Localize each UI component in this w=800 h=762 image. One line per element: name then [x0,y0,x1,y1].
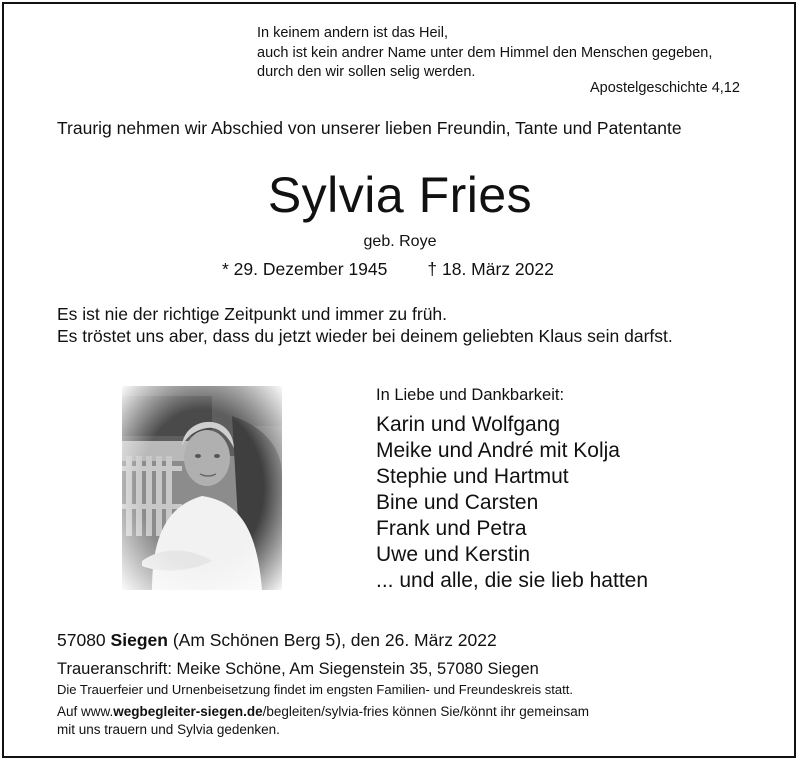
intro-text: Traurig nehmen wir Abschied von unserer lieben Freundin, Tante und Patentante [57,118,682,138]
maiden-name: geb. Roye [363,233,437,250]
verse-source: Apostelgeschichte 4,12 [590,80,740,96]
city: Siegen [110,630,168,650]
death-date: † 18. März 2022 [427,259,554,279]
mourner-entry: Stephie und Hartmut [376,465,569,488]
mourning-address: Traueranschrift: Meike Schöne, Am Siegenstein 35, 57080 Siegen [57,660,539,678]
life-dates [222,259,554,280]
verse-line: In keinem andern ist das Heil, [257,25,449,41]
mourners-heading: In Liebe und Dankbarkeit: [376,386,565,404]
funeral-note: Die Trauerfeier und Urnenbeisetzung findet im engsten Familien- und Freundeskreis statt. [57,682,573,697]
mourner-entry: Karin und Wolfgang [376,413,561,436]
place-detail: (Am Schönen Berg 5), den 26. März 2022 [172,630,497,650]
deceased-name: Sylvia Fries [267,167,533,223]
portrait-photo [122,386,282,590]
mourner-entry: Frank und Petra [376,517,527,540]
mourner-entry: Meike und André mit Kolja [376,439,620,462]
web-line-1: Auf www.wegbegleiter-siegen.de/begleiten/sylvia-fries können Sie/könnt ihr gemeinsam [57,704,589,719]
mourner-entry: ... und alle, die sie lieb hatten [376,569,649,592]
place-and-date [57,630,497,651]
mourners-list [376,412,648,594]
mourner-entry: Bine und Carsten [376,491,539,514]
mourner-entry: Uwe und Kerstin [376,543,531,566]
web-memorial-note [57,703,589,738]
birth-date: * 29. Dezember 1945 [222,259,388,279]
comfort-quote [57,303,673,347]
quote-line: Es ist nie der richtige Zeitpunkt und immer zu früh. [57,304,448,324]
verse-line: auch ist kein andrer Name unter dem Himmel den Menschen gegeben, [257,44,713,61]
web-line-2: mit uns trauern und Sylvia gedenken. [57,721,280,737]
quote-line: Es tröstet uns aber, dass du jetzt wieder bei deinem geliebten Klaus sein darfst. [57,326,673,346]
bible-verse [257,24,712,83]
website-link[interactable]: wegbegleiter-siegen.de [113,704,263,719]
postcode: 57080 [57,630,106,650]
verse-line: durch den wir sollen selig werden. [257,64,476,80]
